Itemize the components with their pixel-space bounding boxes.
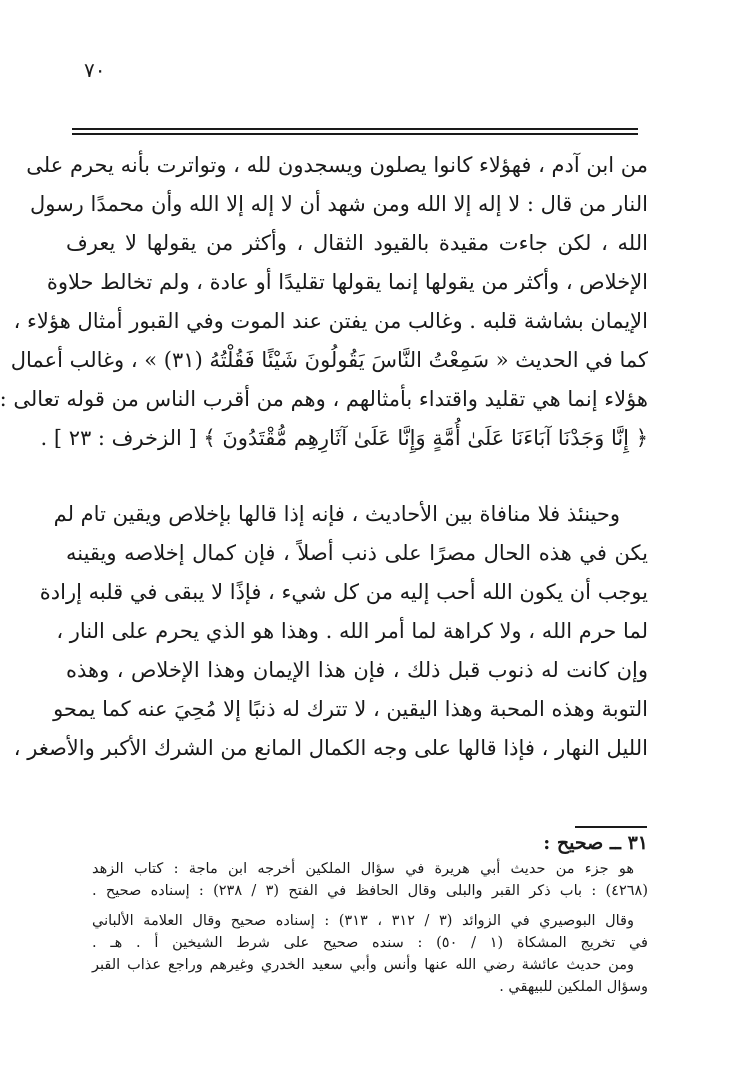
paragraph-1	[0, 146, 648, 458]
footnote-line: وقال البوصيري في الزوائد (٣ / ٣١٢ ، ٣١٣) : إسناده صحيح وقال العلامة الألباني	[92, 913, 634, 929]
quran-verse-line: ﴿ إِنَّا وَجَدْنَا آبَاءَنَا عَلَىٰ أُمَّةٍ وَإِنَّا عَلَىٰ آثَارِهِم مُّقْتَدُونَ ﴾ [ الزخرف : ٢٣ ] .	[40, 426, 648, 450]
paragraph-2	[13, 495, 648, 768]
footnote-line: وسؤال الملكين للبيهقي .	[499, 979, 648, 995]
text-line: النار من قال : لا إله إلا الله ومن شهد أن لا إله إلا الله وأن محمدًا رسول	[29, 192, 648, 216]
footnote-line: ومن حديث عائشة رضي الله عنها وأنس وأبي سعيد الخدري وغيرهم وراجع عذاب القبر	[92, 957, 634, 973]
footnote-title: ٣١ ــ صحيح :	[543, 832, 648, 854]
footnote-line: في تخريج المشكاة (١ / ٥٠) : سنده صحيح على شرط الشيخين أ . هـ .	[92, 935, 648, 951]
text-line: كما في الحديث « سَمِعْتُ النَّاسَ يَقُولُونَ شَيْئًا فَقُلْتُهُ (٣١) » ، وغالب أعمال	[10, 348, 648, 372]
text-line: وحينئذ فلا منافاة بين الأحاديث ، فإنه إذا قالها بإخلاص ويقين تام لم	[53, 502, 620, 526]
text-line: الإخلاص ، وأكثر من يقولها إنما يقولها تقليدًا أو عادة ، ولم تخالط حلاوة	[46, 270, 648, 294]
text-line: وإن كانت له ذنوب قبل ذلك ، فإن هذا الإيمان وهذا الإخلاص ، وهذه	[66, 658, 648, 682]
text-line: التوبة وهذه المحبة وهذا اليقين ، لا تترك له ذنبًا إلا مُحِيَ عنه كما يمحو	[53, 697, 648, 721]
footnote-separator	[575, 826, 647, 828]
text-line: الله ، لكن جاءت مقيدة بالقيود الثقال ، وأكثر من يقولها لا يعرف	[66, 231, 648, 255]
footnote-line: (٤٢٦٨) : باب ذكر القبر والبلى وقال الحافظ في الفتح (٣ / ٢٣٨) : إسناده صحيح .	[92, 883, 648, 899]
text-line: من ابن آدم ، فهؤلاء كانوا يصلون ويسجدون لله ، وتواترت بأنه يحرم على	[26, 153, 648, 177]
text-line: هؤلاء إنما هي تقليد واقتداء بأمثالهم ، وهم من أقرب الناس من قوله تعالى :	[0, 387, 648, 411]
footnote-line: هو جزء من حديث أبي هريرة في سؤال الملكين أخرجه ابن ماجة : كتاب الزهد	[92, 861, 634, 877]
footnotes	[92, 858, 648, 998]
text-line: يوجب أن يكون الله أحب إليه من كل شيء ، فإذًا لا يبقى في قلبه إرادة	[39, 580, 648, 604]
text-line: يكن في هذه الحال مصرًا على ذنب أصلاً ، فإن كمال إخلاصه ويقينه	[66, 541, 648, 565]
text-line: الإيمان بشاشة قلبه . وغالب من يفتن عند الموت وفي القبور أمثال هؤلاء ،	[13, 309, 648, 333]
header-rule-top	[72, 128, 638, 130]
header-rule-bottom	[72, 133, 638, 135]
text-line: الليل النهار ، فإذا قالها على وجه الكمال المانع من الشرك الأكبر والأصغر ،	[13, 736, 648, 760]
text-line: لما حرم الله ، ولا كراهة لما أمر الله . وهذا هو الذي يحرم على النار ،	[56, 619, 648, 643]
page-number: ٧٠	[84, 58, 106, 82]
